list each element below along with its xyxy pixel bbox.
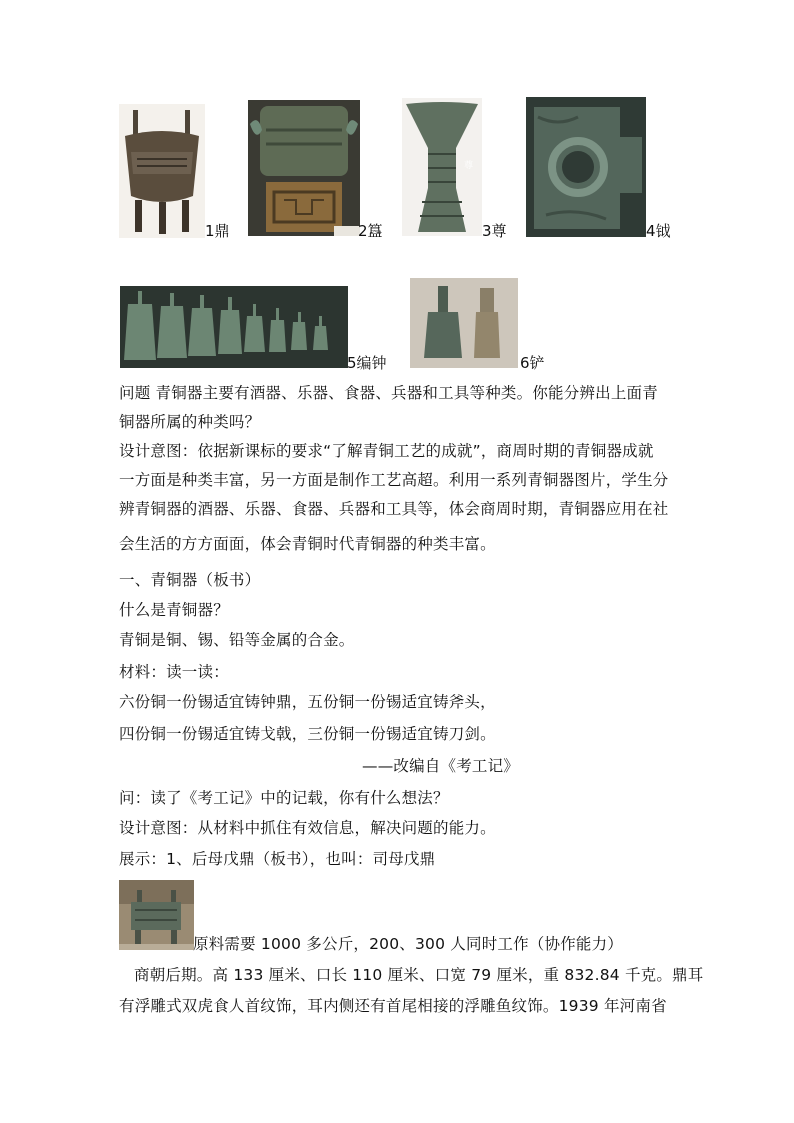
ding-tripod-icon xyxy=(119,104,205,238)
material-line-1: 六份铜一份锡适宜铸钟鼎，五份铜一份锡适宜铸斧头， xyxy=(119,693,496,711)
bianzhong-bells-icon xyxy=(120,286,348,368)
description-line-1: 商朝后期。高 133 厘米、口长 110 厘米、口宽 79 厘米，重 832.84 千克。鼎耳 xyxy=(134,966,704,984)
houmuwu-ding-icon xyxy=(119,880,194,950)
figure-ding xyxy=(119,104,205,238)
gui-vessel-icon xyxy=(248,100,360,236)
caption-2: 2簋 xyxy=(358,222,383,240)
caption-5: 5编钟 xyxy=(347,354,387,372)
answer-bronze-alloy: 青铜是铜、锡、铅等金属的合金。 xyxy=(119,631,355,649)
design-intent-line-3: 辨青铜器的酒器、乐器、食器、兵器和工具等，体会商周时期，青铜器应用在社 xyxy=(119,500,669,518)
spade-tool-icon xyxy=(410,278,518,368)
figure-houmuwu xyxy=(119,880,194,950)
yue-axe-icon xyxy=(526,97,646,237)
question-kaogongji: 问：读了《考工记》中的记载，你有什么想法？ xyxy=(119,789,449,807)
question-what-is-bronze: 什么是青铜器？ xyxy=(119,601,229,619)
caption-6: 6铲 xyxy=(520,354,545,372)
figure-gui xyxy=(248,100,360,236)
question-line-2: 铜器所属的种类吗？ xyxy=(119,413,261,431)
zun-vessel-icon xyxy=(402,98,482,236)
material-line-2: 四份铜一份锡适宜铸戈戟，三份铜一份锡适宜铸刀剑。 xyxy=(119,725,496,743)
caption-1: 1鼎 xyxy=(205,222,230,240)
material-label: 材料：读一读： xyxy=(119,663,229,681)
figure-spade xyxy=(410,278,518,368)
design-intent-2: 设计意图：从材料中抓住有效信息，解决问题的能力。 xyxy=(119,819,496,837)
caption-3: 3尊 xyxy=(482,222,507,240)
figure-yue xyxy=(526,97,646,237)
material-source: ——改编自《考工记》 xyxy=(362,757,520,775)
design-intent-line-1: 设计意图：依据新课标的要求“了解青铜工艺的成就”，商周时期的青铜器成就 xyxy=(119,442,654,460)
figure-bianzhong xyxy=(120,286,348,368)
description-line-2: 有浮雕式双虎食人首纹饰，耳内侧还有首尾相接的浮雕鱼纹饰。1939 年河南省 xyxy=(119,997,667,1015)
svg-text:尊: 尊 xyxy=(464,161,474,171)
show-houmuwu: 展示：1、后母戊鼎（板书），也叫：司母戊鼎 xyxy=(119,850,436,868)
figure-zun xyxy=(402,98,482,236)
caption-4: 4钺 xyxy=(646,222,671,240)
section-heading: 一、青铜器（板书） xyxy=(119,571,261,589)
question-line-1: 问题 青铜器主要有酒器、乐器、食器、兵器和工具等种类。你能分辨出上面青 xyxy=(119,384,658,402)
design-intent-line-4: 会生活的方方面面，体会青铜时代青铜器的种类丰富。 xyxy=(119,535,496,553)
design-intent-line-2: 一方面是种类丰富，另一方面是制作工艺高超。利用一系列青铜器图片，学生分 xyxy=(119,471,669,489)
material-requirement: 原料需要 1000 多公斤，200、300 人同时工作（协作能力） xyxy=(193,935,623,953)
